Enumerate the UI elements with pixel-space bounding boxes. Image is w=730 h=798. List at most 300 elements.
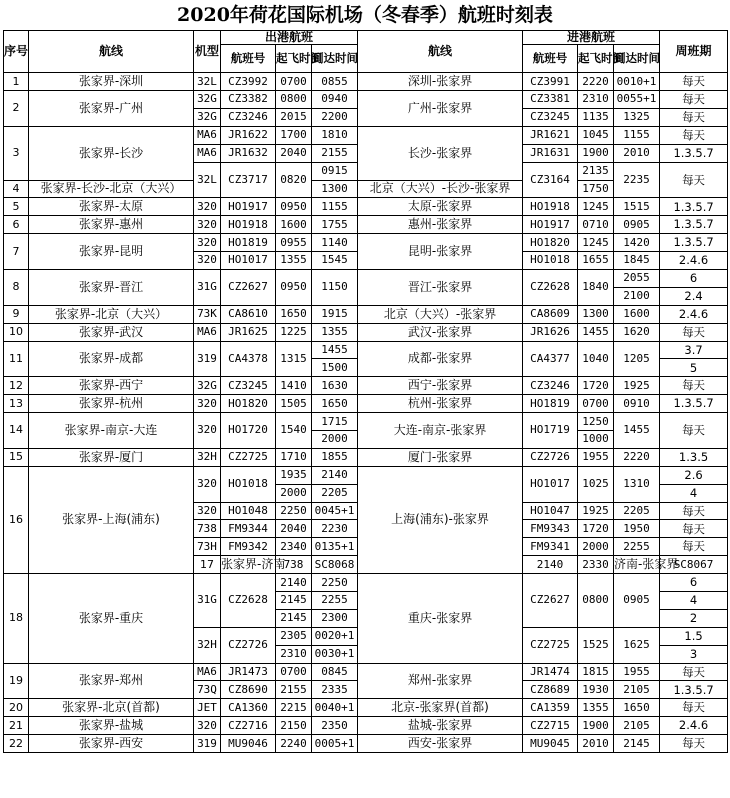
table-cell: 2310	[276, 645, 312, 663]
table-cell: HO1819	[523, 395, 578, 413]
table-cell: 2255	[614, 538, 660, 556]
table-cell: 张家界-长沙	[29, 126, 194, 180]
table-cell: SC8067	[660, 556, 728, 574]
table-cell: FM9344	[221, 520, 276, 538]
table-cell: 1600	[614, 305, 660, 323]
table-cell: 0700	[578, 395, 614, 413]
table-cell: CZ2726	[523, 448, 578, 466]
table-cell: 昆明-张家界	[358, 234, 523, 270]
table-cell: 1300	[578, 305, 614, 323]
header-weekly: 周班期	[660, 31, 728, 73]
table-cell: HO1017	[221, 252, 276, 270]
table-cell: 张家界-西安	[29, 735, 194, 753]
table-cell: 每天	[660, 323, 728, 341]
table-cell: 北京（大兴）-张家界	[358, 305, 523, 323]
table-cell: 1700	[276, 126, 312, 144]
table-cell: HO1820	[523, 234, 578, 252]
table-cell: 0700	[276, 73, 312, 91]
table-cell: 1810	[312, 126, 358, 144]
table-cell: 1900	[578, 717, 614, 735]
table-cell: FM9343	[523, 520, 578, 538]
table-cell: HO1819	[221, 234, 276, 252]
table-cell: 13	[4, 395, 29, 413]
table-cell: 0855	[312, 73, 358, 91]
table-cell: 长沙-张家界	[358, 126, 523, 180]
table-cell: 12	[4, 377, 29, 395]
table-cell: 1455	[614, 413, 660, 449]
table-cell: 1930	[578, 681, 614, 699]
table-cell: 0010+1	[614, 73, 660, 91]
table-cell: 1410	[276, 377, 312, 395]
table-row	[4, 216, 728, 234]
table-cell: 31G	[194, 269, 221, 305]
header-flight-no-out: 航班号	[221, 45, 276, 73]
table-cell: 2220	[614, 448, 660, 466]
table-cell: JR1632	[221, 144, 276, 162]
table-cell: 1525	[578, 627, 614, 663]
table-cell: CA8610	[221, 305, 276, 323]
table-row	[4, 663, 728, 681]
table-cell: 15	[4, 448, 29, 466]
table-cell: 每天	[660, 377, 728, 395]
table-cell: 1025	[578, 466, 614, 502]
table-cell: MU9046	[221, 735, 276, 753]
table-cell: 1755	[312, 216, 358, 234]
table-cell: 2145	[276, 592, 312, 610]
table-cell: 2140	[523, 556, 578, 574]
table-cell: 每天	[660, 502, 728, 520]
table-cell: 73K	[194, 305, 221, 323]
table-cell: CZ3992	[221, 73, 276, 91]
table-cell: 重庆-张家界	[358, 574, 523, 663]
table-cell: 1.3.5.7	[660, 198, 728, 216]
table-cell: 武汉-张家界	[358, 323, 523, 341]
table-cell: 厦门-张家界	[358, 448, 523, 466]
table-cell: 张家界-南京-大连	[29, 413, 194, 449]
table-cell: 73H	[194, 538, 221, 556]
table-cell: 2015	[276, 108, 312, 126]
table-cell: 张家界-惠州	[29, 216, 194, 234]
table-cell: 0905	[614, 574, 660, 628]
table-cell: FM9342	[221, 538, 276, 556]
table-cell: 1420	[614, 234, 660, 252]
table-cell: 1.3.5.7	[660, 234, 728, 252]
table-cell: 2055	[614, 269, 660, 287]
table-cell: CA1359	[523, 699, 578, 717]
table-cell: 1710	[276, 448, 312, 466]
table-cell: 5	[660, 359, 728, 377]
table-row	[4, 699, 728, 717]
table-cell: 1455	[312, 341, 358, 359]
table-cell: MA6	[194, 323, 221, 341]
table-cell: 2.4.6	[660, 717, 728, 735]
table-cell: 1515	[614, 198, 660, 216]
table-row	[4, 323, 728, 341]
table-cell: 每天	[660, 735, 728, 753]
table-cell: 太原-张家界	[358, 198, 523, 216]
table-cell: 1245	[578, 198, 614, 216]
table-cell: 2340	[276, 538, 312, 556]
table-cell: 1650	[276, 305, 312, 323]
table-cell: 1720	[578, 377, 614, 395]
table-cell: CZ3246	[523, 377, 578, 395]
table-cell: 1325	[614, 108, 660, 126]
table-cell: 738	[276, 556, 312, 574]
table-cell: 10	[4, 323, 29, 341]
table-cell: 2150	[276, 717, 312, 735]
table-cell: CZ2716	[221, 717, 276, 735]
table-cell: 张家界-厦门	[29, 448, 194, 466]
table-cell: 每天	[660, 699, 728, 717]
table-cell: 1250	[578, 413, 614, 431]
table-row	[4, 377, 728, 395]
table-cell: 19	[4, 663, 29, 699]
table-cell: 1750	[578, 180, 614, 198]
table-cell: 1.3.5.7	[660, 681, 728, 699]
table-cell: 2310	[578, 91, 614, 109]
table-cell: 1840	[578, 269, 614, 305]
table-cell: 2000	[578, 538, 614, 556]
flight-schedule-table	[3, 30, 728, 753]
table-cell: 每天	[660, 126, 728, 144]
table-cell: 2230	[312, 520, 358, 538]
table-cell: CZ8690	[221, 681, 276, 699]
table-cell: 2215	[276, 699, 312, 717]
table-cell: 1600	[276, 216, 312, 234]
table-cell: 0800	[578, 574, 614, 628]
table-cell: 北京-张家界(首都)	[358, 699, 523, 717]
table-cell: 2010	[578, 735, 614, 753]
table-cell: 张家界-昆明	[29, 234, 194, 270]
table-row	[4, 198, 728, 216]
table-cell: 张家界-盐城	[29, 717, 194, 735]
table-cell: CZ3382	[221, 91, 276, 109]
header-route-out: 航线	[29, 31, 194, 73]
table-cell: 1955	[614, 663, 660, 681]
table-row	[4, 269, 728, 287]
table-cell: 2350	[312, 717, 358, 735]
table-cell: 9	[4, 305, 29, 323]
table-cell: 1545	[312, 252, 358, 270]
table-cell: 4	[660, 592, 728, 610]
table-cell: 2300	[312, 609, 358, 627]
table-cell: 0135+1	[312, 538, 358, 556]
table-cell: 4	[4, 180, 29, 198]
table-cell: 1.3.5.7	[660, 144, 728, 162]
header-depart-in: 起飞时间	[578, 45, 614, 73]
table-cell: 2145	[614, 735, 660, 753]
table-cell: 盐城-张家界	[358, 717, 523, 735]
table-row	[4, 466, 728, 484]
table-cell: 2205	[614, 502, 660, 520]
table-cell: CA1360	[221, 699, 276, 717]
table-cell: 2	[4, 91, 29, 127]
table-cell: 0045+1	[312, 502, 358, 520]
table-cell: 17	[194, 556, 221, 574]
table-cell: HO1018	[523, 252, 578, 270]
table-cell: 张家界-济南	[221, 556, 276, 574]
table-cell: 2100	[614, 287, 660, 305]
table-cell: HO1918	[221, 216, 276, 234]
table-cell: 2	[660, 609, 728, 627]
table-cell: 2250	[312, 574, 358, 592]
table-cell: HO1917	[221, 198, 276, 216]
table-cell: 2.4.6	[660, 252, 728, 270]
table-cell: 2010	[614, 144, 660, 162]
table-cell: 3.7	[660, 341, 728, 359]
table-cell: 1925	[614, 377, 660, 395]
table-cell: 0955	[276, 234, 312, 252]
table-cell: 3	[660, 645, 728, 663]
table-cell: 2040	[276, 520, 312, 538]
table-cell: 32H	[194, 448, 221, 466]
table-cell: 1950	[614, 520, 660, 538]
table-cell: 1855	[312, 448, 358, 466]
table-cell: 1225	[276, 323, 312, 341]
table-cell: 0800	[276, 91, 312, 109]
table-cell: 2255	[312, 592, 358, 610]
table-cell: 6	[660, 574, 728, 592]
table-cell: HO1048	[221, 502, 276, 520]
table-cell: CZ3245	[221, 377, 276, 395]
table-cell: 0700	[276, 663, 312, 681]
table-cell: 1650	[614, 699, 660, 717]
table-cell: MA6	[194, 144, 221, 162]
table-row	[4, 91, 728, 109]
table-row	[4, 341, 728, 359]
table-cell: CZ8689	[523, 681, 578, 699]
table-cell: JR1631	[523, 144, 578, 162]
table-cell: 张家界-晋江	[29, 269, 194, 305]
table-cell: 2.6	[660, 466, 728, 484]
table-cell: 0845	[312, 663, 358, 681]
table-cell: 1040	[578, 341, 614, 377]
header-aircraft: 机型	[194, 31, 221, 73]
table-cell: 1715	[312, 413, 358, 431]
table-cell: 73Q	[194, 681, 221, 699]
header-route-in: 航线	[358, 31, 523, 73]
table-cell: 32G	[194, 91, 221, 109]
table-row	[4, 395, 728, 413]
table-cell: 大连-南京-张家界	[358, 413, 523, 449]
table-cell: 0710	[578, 216, 614, 234]
table-cell: 张家界-北京（大兴）	[29, 305, 194, 323]
table-cell: JR1625	[221, 323, 276, 341]
table-cell: 每天	[660, 91, 728, 109]
schedule-body	[4, 73, 728, 753]
table-cell: 2040	[276, 144, 312, 162]
table-cell: 2000	[276, 484, 312, 502]
table-cell: CZ2715	[523, 717, 578, 735]
table-cell: 张家界-广州	[29, 91, 194, 127]
table-cell: MA6	[194, 126, 221, 144]
header-arrive-in: 到达时间	[614, 45, 660, 73]
table-cell: 32H	[194, 627, 221, 663]
table-cell: 6	[660, 269, 728, 287]
table-cell: 1045	[578, 126, 614, 144]
table-cell: 16	[4, 466, 29, 573]
table-cell: 1505	[276, 395, 312, 413]
table-cell: 惠州-张家界	[358, 216, 523, 234]
table-cell: 2105	[614, 681, 660, 699]
table-cell: 20	[4, 699, 29, 717]
table-cell: 4	[660, 484, 728, 502]
table-cell: CZ3246	[221, 108, 276, 126]
table-cell: 2235	[614, 162, 660, 198]
table-cell: CZ2627	[221, 269, 276, 305]
table-cell: 1310	[614, 466, 660, 502]
table-cell: 张家界-成都	[29, 341, 194, 377]
table-cell: 每天	[660, 108, 728, 126]
table-cell: CA8609	[523, 305, 578, 323]
table-row	[4, 413, 728, 431]
table-cell: 1620	[614, 323, 660, 341]
table-cell: CZ2627	[523, 574, 578, 628]
table-cell: 1245	[578, 234, 614, 252]
table-cell: 1.3.5	[660, 448, 728, 466]
table-cell: 晋江-张家界	[358, 269, 523, 305]
table-cell: 1650	[312, 395, 358, 413]
table-cell: 张家界-重庆	[29, 574, 194, 663]
table-cell: SC8068	[312, 556, 358, 574]
table-cell: 2205	[312, 484, 358, 502]
header-depart-out: 起飞时间	[276, 45, 312, 73]
table-cell: 1.3.5.7	[660, 395, 728, 413]
header-seq: 序号	[4, 31, 29, 73]
table-cell: CZ2628	[523, 269, 578, 305]
table-cell: 1355	[578, 699, 614, 717]
table-cell: 32L	[194, 73, 221, 91]
table-cell: 7	[4, 234, 29, 270]
table-cell: 0055+1	[614, 91, 660, 109]
table-cell: 每天	[660, 73, 728, 91]
table-cell: 每天	[660, 663, 728, 681]
table-cell: 1155	[312, 198, 358, 216]
table-cell: 32L	[194, 162, 221, 198]
table-cell: 2240	[276, 735, 312, 753]
table-cell: 广州-张家界	[358, 91, 523, 127]
table-cell: 320	[194, 717, 221, 735]
table-cell: 2250	[276, 502, 312, 520]
table-cell: 1815	[578, 663, 614, 681]
table-cell: 5	[4, 198, 29, 216]
table-cell: 0020+1	[312, 627, 358, 645]
table-cell: 320	[194, 216, 221, 234]
table-cell: 320	[194, 234, 221, 252]
table-cell: 319	[194, 735, 221, 753]
table-cell: 1500	[312, 359, 358, 377]
table-cell: 2105	[614, 717, 660, 735]
table-cell: 22	[4, 735, 29, 753]
table-cell: 1315	[276, 341, 312, 377]
table-cell: HO1917	[523, 216, 578, 234]
table-cell: 2.4	[660, 287, 728, 305]
table-cell: 张家界-西宁	[29, 377, 194, 395]
table-cell: JR1621	[523, 126, 578, 144]
table-cell: 0820	[276, 162, 312, 198]
table-cell: 320	[194, 252, 221, 270]
table-cell: 0915	[312, 162, 358, 180]
table-cell: 2335	[312, 681, 358, 699]
table-cell: HO1017	[523, 466, 578, 502]
table-cell: 1630	[312, 377, 358, 395]
table-cell: 2000	[312, 431, 358, 449]
table-cell: 1540	[276, 413, 312, 449]
table-cell: CA4378	[221, 341, 276, 377]
table-cell: 1155	[614, 126, 660, 144]
table-cell: 张家界-杭州	[29, 395, 194, 413]
table-cell: 张家界-武汉	[29, 323, 194, 341]
header-row-top	[4, 31, 728, 45]
table-cell: 1.3.5.7	[660, 216, 728, 234]
table-cell: 张家界-北京(首都)	[29, 699, 194, 717]
table-cell: HO1720	[221, 413, 276, 449]
table-cell: 21	[4, 717, 29, 735]
table-row	[4, 735, 728, 753]
table-cell: 每天	[660, 520, 728, 538]
table-cell: 11	[4, 341, 29, 377]
table-cell: 1900	[578, 144, 614, 162]
table-cell: 成都-张家界	[358, 341, 523, 377]
table-cell: HO1047	[523, 502, 578, 520]
table-cell: 1935	[276, 466, 312, 484]
table-cell: 深圳-张家界	[358, 73, 523, 91]
header-inbound: 进港航班	[523, 31, 660, 45]
table-cell: 1000	[578, 431, 614, 449]
table-cell: 每天	[660, 538, 728, 556]
table-cell: 张家界-郑州	[29, 663, 194, 699]
table-cell: 1355	[276, 252, 312, 270]
table-cell: 1925	[578, 502, 614, 520]
table-cell: 32G	[194, 108, 221, 126]
table-cell: MA6	[194, 663, 221, 681]
header-outbound: 出港航班	[221, 31, 358, 45]
table-cell: 320	[194, 198, 221, 216]
table-cell: 西安-张家界	[358, 735, 523, 753]
table-row	[4, 448, 728, 466]
table-cell: JR1474	[523, 663, 578, 681]
table-cell: 1955	[578, 448, 614, 466]
table-cell: 1355	[312, 323, 358, 341]
table-cell: 2135	[578, 162, 614, 180]
table-row	[4, 574, 728, 592]
table-row	[4, 717, 728, 735]
table-cell: 0910	[614, 395, 660, 413]
table-cell: CA4377	[523, 341, 578, 377]
table-cell: 郑州-张家界	[358, 663, 523, 699]
table-cell: 1720	[578, 520, 614, 538]
table-cell: CZ2726	[221, 627, 276, 663]
table-cell: CZ3381	[523, 91, 578, 109]
table-cell: 1625	[614, 627, 660, 663]
table-cell: 18	[4, 574, 29, 663]
table-cell: 0940	[312, 91, 358, 109]
table-cell: 319	[194, 341, 221, 377]
table-cell: CZ3991	[523, 73, 578, 91]
table-cell: HO1018	[221, 466, 276, 502]
table-cell: 张家界-太原	[29, 198, 194, 216]
table-cell: 320	[194, 413, 221, 449]
header-flight-no-in: 航班号	[523, 45, 578, 73]
table-cell: 2.4.6	[660, 305, 728, 323]
table-cell: 1	[4, 73, 29, 91]
table-cell: 2200	[312, 108, 358, 126]
table-cell: 0950	[276, 269, 312, 305]
table-cell: HO1918	[523, 198, 578, 216]
table-cell: JR1622	[221, 126, 276, 144]
table-row	[4, 73, 728, 91]
table-cell: 1455	[578, 323, 614, 341]
